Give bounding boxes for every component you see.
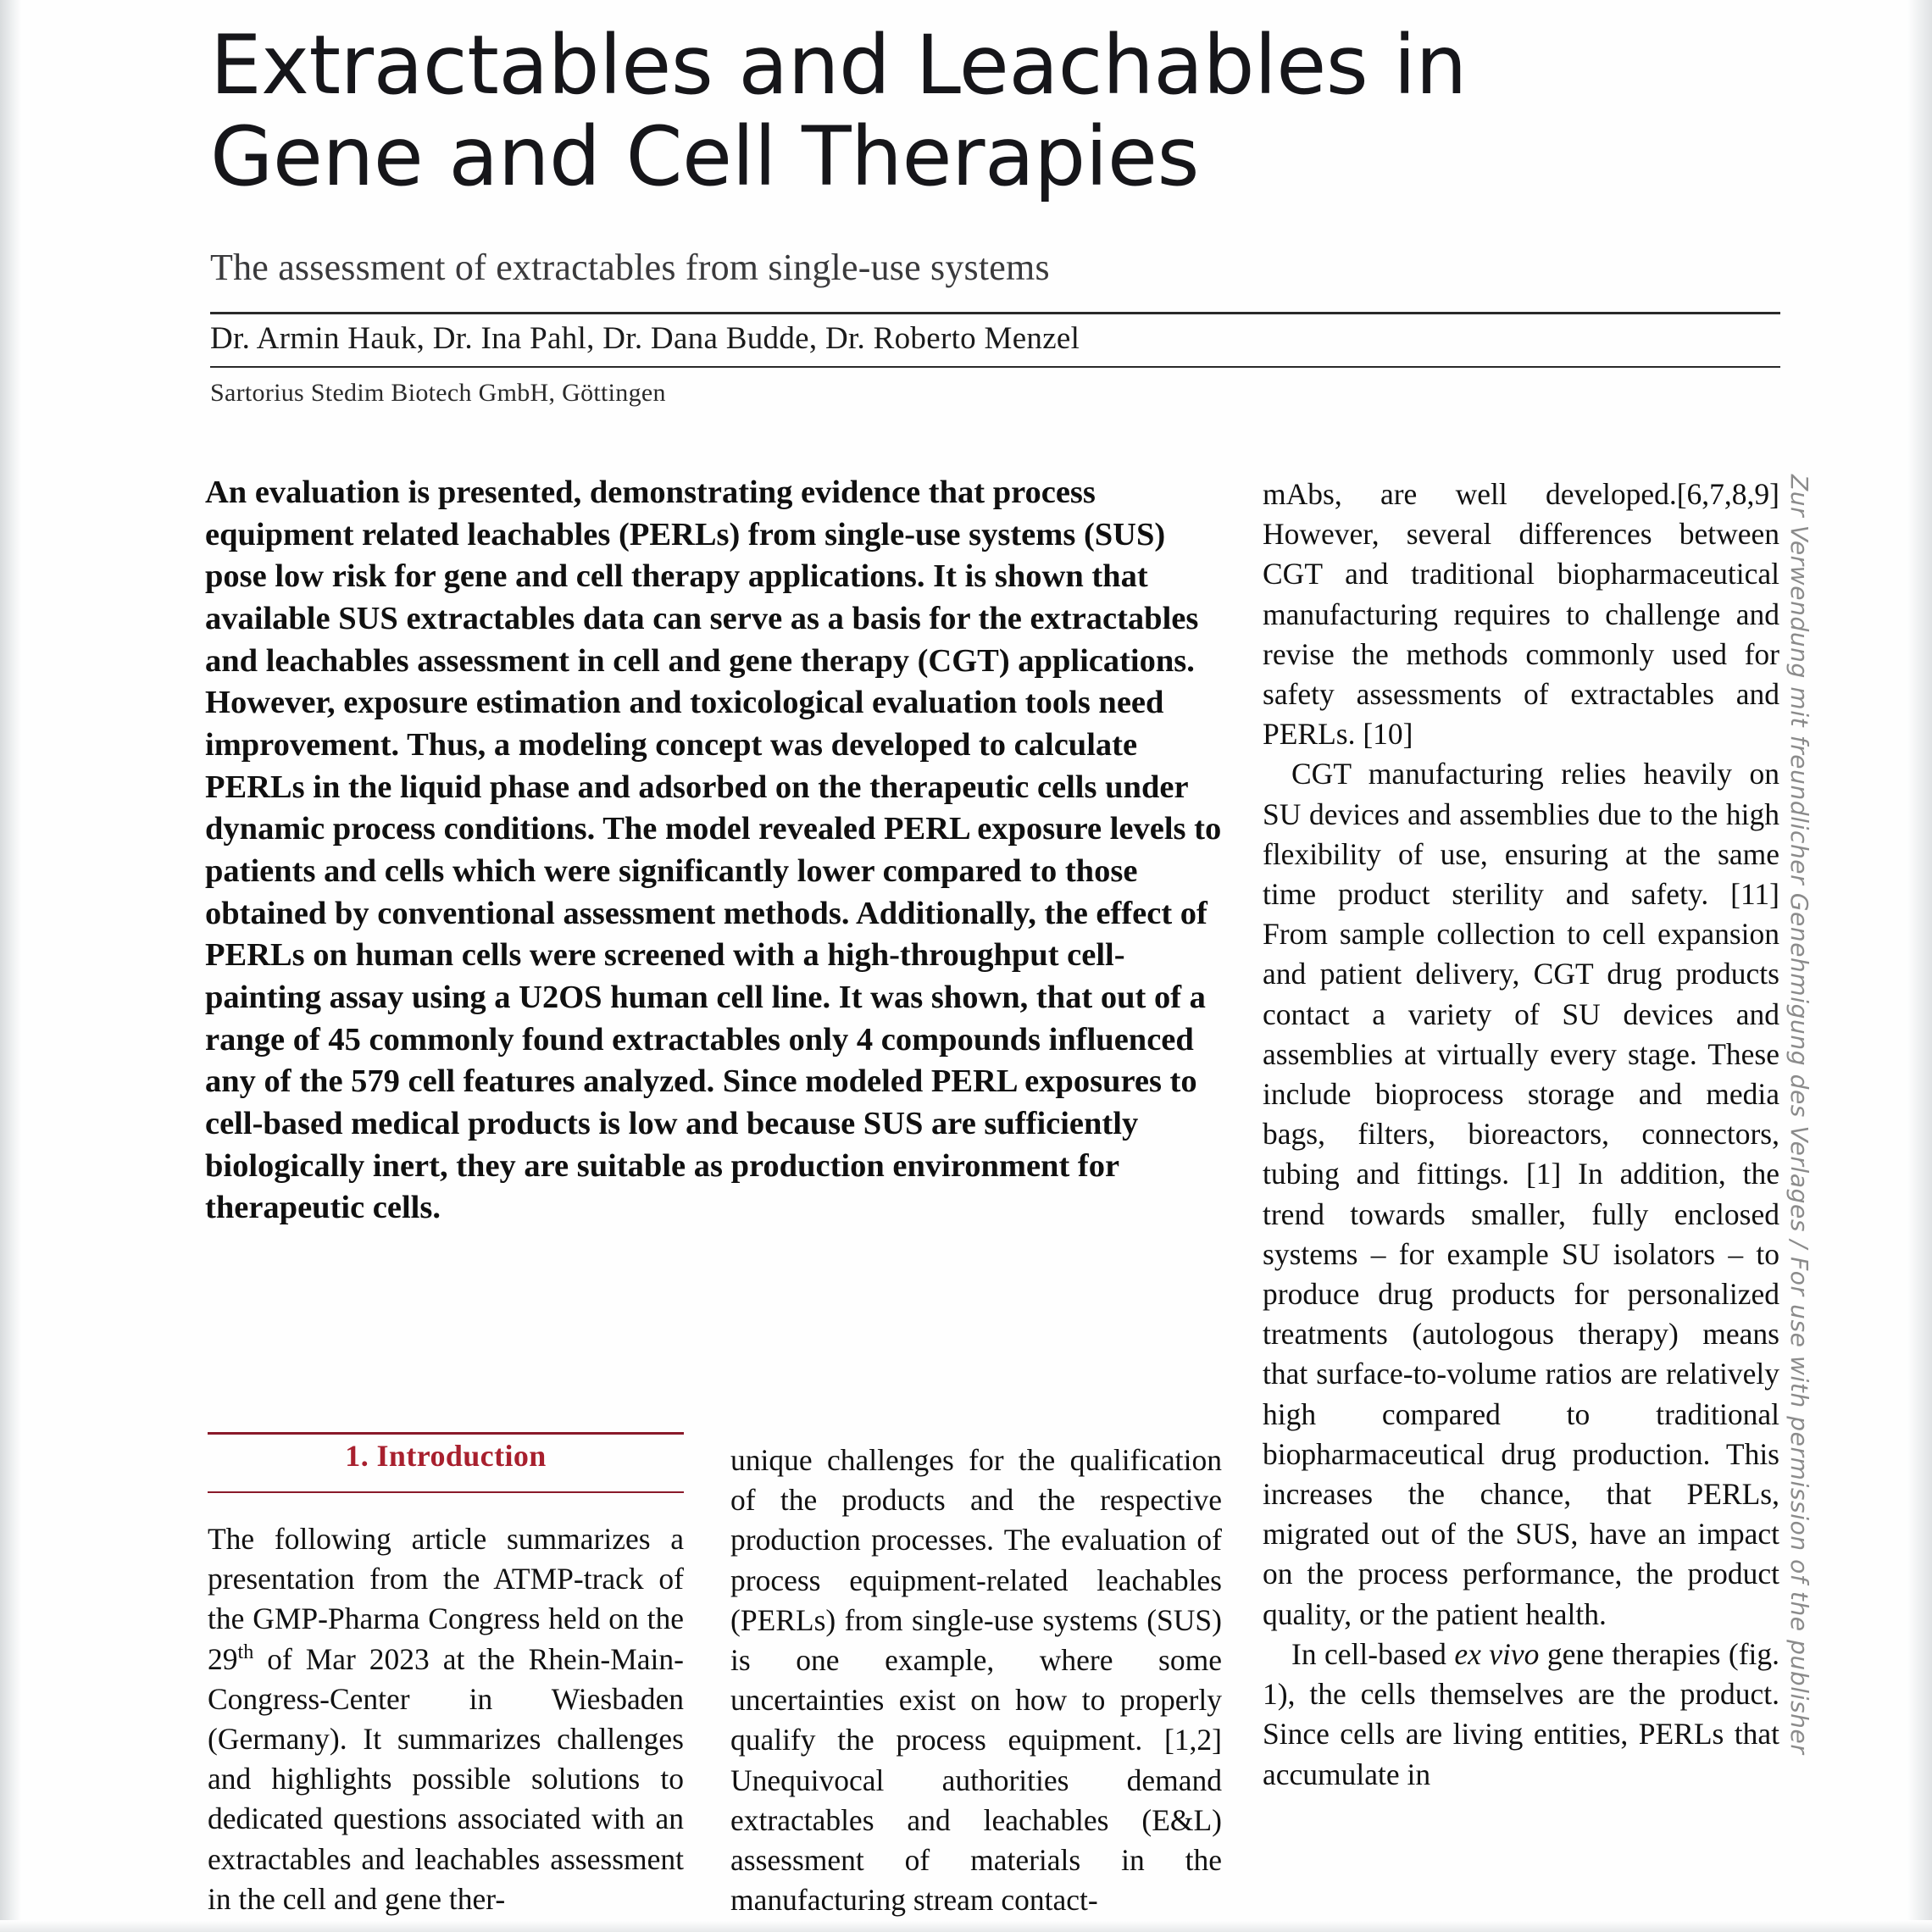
paragraph: CGT manufacturing relies heavily on SU devices and assemblies due to the high flexibility of use, ensuring at the same time product sterility and safety. [11] From sample collection to cell expansion and patient delivery, CGT drug products contact a variety of SU devices and assemblies at virtually every stage. These include bioprocess storage and media bags, filters, bioreactors, connectors, tubing and fittings. [1] In addition, the trend towards smaller, fully enclosed systems – for example SU isolators – to produce drug products for personalized treatments (autologous therapy) means that surface-to-volume ratios are relatively high compared to traditional biopharmaceutical drug production. This increases the chance, that PERLs, migrated out of the SUS, have an impact on the process performance, the product quality, or the patient health. [1263, 757, 1779, 1631]
latin-term: ex vivo [1454, 1636, 1540, 1671]
author-rule-top [210, 312, 1780, 314]
author-rule-bottom [210, 366, 1780, 368]
article-title [210, 20, 1608, 203]
section-heading-introduction: 1. Introduction [345, 1439, 547, 1473]
col3-paragraph-text-a: In cell-based [1291, 1636, 1455, 1671]
rights-notice: Zur Verwendung mit freundlicher Genehmigung des Verlages / For use with permission of the publisher [1785, 475, 1813, 1755]
paragraph: mAbs, are well developed.[6,7,8,9] However, several differences between CGT and traditional biopharmaceutical manufacturing requires to challenge and revise the methods commonly used for safety assessments of extractables and PERLs. [10] [1263, 477, 1779, 752]
paragraph [208, 1519, 684, 1919]
article-authors: Dr. Armin Hauk, Dr. Ina Pahl, Dr. Dana Budde, Dr. Roberto Menzel [210, 321, 1080, 356]
paragraph [1263, 1635, 1779, 1795]
article-subtitle: The assessment of extractables from single-use systems [210, 247, 1050, 288]
body-column-3 [1263, 475, 1779, 1795]
page-edge-shadow-right [1907, 0, 1932, 1932]
col1-paragraph-text-a: The following article summarizes a presentation from the ATMP-track of the GMP-Pharma Congress held on the 29 [208, 1522, 684, 1676]
article-title-line-2: Gene and Cell Therapies [210, 108, 1199, 204]
article-affiliation: Sartorius Stedim Biotech GmbH, Göttingen [210, 379, 666, 407]
section-rule-top [208, 1432, 684, 1435]
col3-paragraph-text-b: gene therapies (fig. 1), the cells themselves are the product. Since cells are living entities, PERLs that accumulate in [1263, 1636, 1780, 1791]
body-column-1 [208, 1519, 684, 1919]
article-title-line-1: Extractables and Leachables in [210, 18, 1467, 114]
page-edge-shadow-left [0, 0, 22, 1932]
paragraph: unique challenges for the qualification of the products and the respective production processes. The evaluation of process equipment-related leachables (PERLs) from single-use systems (SUS) is one example, where some uncertainties exist on how to properly qualify the process equipment. [1,2] Unequivocal authorities demand extractables and leachables (E&L) assessment of materials in the manufacturing stream contact- [730, 1443, 1222, 1918]
page-edge-shadow-bottom [0, 1920, 1932, 1932]
col1-paragraph-text-b: of Mar 2023 at the Rhein-Main-Congress-Center in Wiesbaden (Germany). It summarizes challenges and highlights possible solutions to dedicated questions associated with an extractables and leachables assessment in the cell and gene ther- [208, 1641, 684, 1916]
article-abstract: An evaluation is presented, demonstrating evidence that process equipment related leachables (PERLs) from single-use systems (SUS) pose low risk for gene and cell therapy applications. It is shown that available SUS extractables data can serve as a basis for the extractables and leachables assessment in cell and gene therapy (CGT) applications. However, exposure estimation and toxicological evaluation tools need improvement. Thus, a modeling concept was developed to calculate PERLs in the liquid phase and adsorbed on the therapeutic cells under dynamic process conditions. The model revealed PERL exposure levels to patients and cells which were significantly lower compared to those obtained by conventional assessment methods. Additionally, the effect of PERLs on human cells were screened with a high-throughput cell-painting assay using a U2OS human cell line. It was shown, that out of a range of 45 commonly found extractables only 4 compounds influenced any of the 579 cell features analyzed. Since modeled PERL exposures to cell-based medical products is low and because SUS are sufficiently biologically inert, they are suitable as production environment for therapeutic cells. [205, 475, 1222, 1226]
body-column-2 [730, 1441, 1222, 1920]
ordinal-suffix: th [237, 1640, 254, 1663]
section-rule-bottom [208, 1491, 684, 1493]
